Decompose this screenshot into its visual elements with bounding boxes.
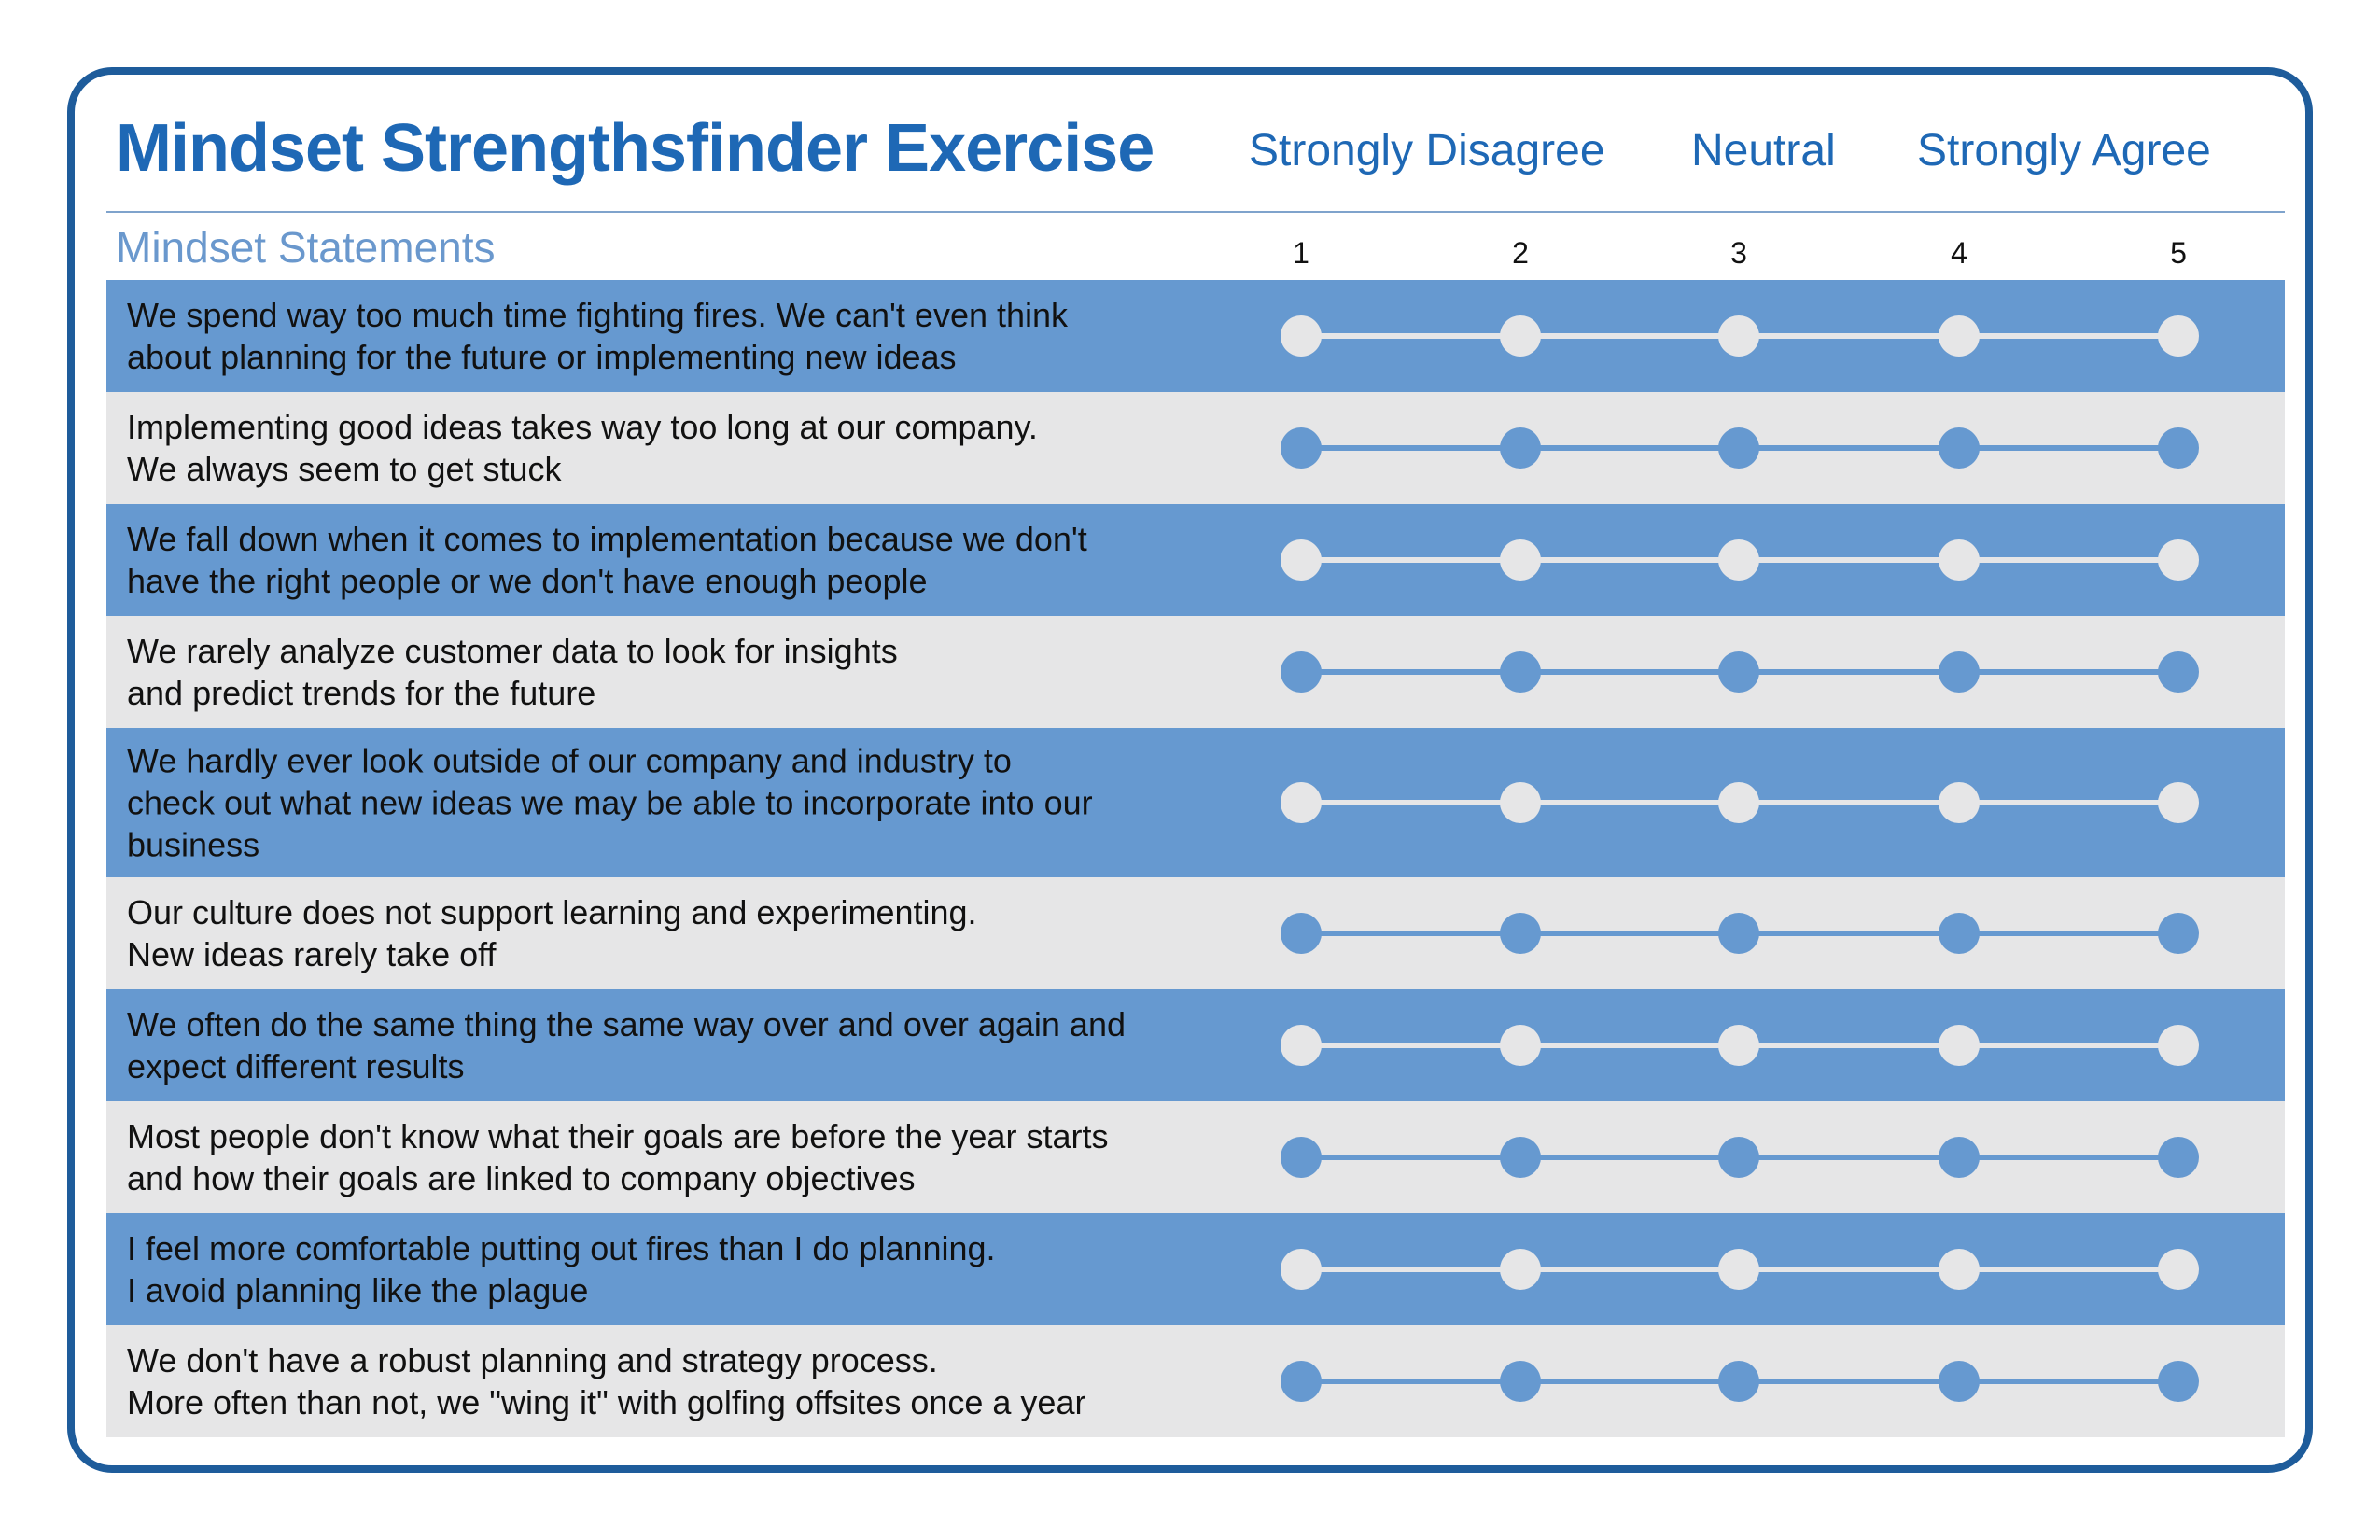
rating-option-5[interactable] [2158,1025,2199,1066]
rating-option-2[interactable] [1500,913,1541,954]
statement-text: Most people don't know what their goals are before the year starts and how their goals are linked to company objectives [127,1117,1109,1197]
rating-option-4[interactable] [1939,539,1980,581]
statement-row [106,1101,2285,1213]
page-title: Mindset Strengthsfinder Exercise [116,111,1155,186]
scale-label-strongly-agree: Strongly Agree [1917,126,2211,175]
rating-option-3[interactable] [1718,1361,1759,1402]
statement-row [106,392,2285,504]
statement-row [106,1213,2285,1325]
rating-option-1[interactable] [1281,1137,1322,1178]
rating-option-3[interactable] [1718,427,1759,469]
statement-list [106,280,2285,1437]
rating-option-1[interactable] [1281,782,1322,823]
statement-text: We hardly ever look outside of our company and industry to check out what new ideas we may be able to incorporate into our business [127,741,1093,864]
rating-option-1[interactable] [1281,1025,1322,1066]
rating-option-5[interactable] [2158,539,2199,581]
rating-option-1[interactable] [1281,539,1322,581]
scale-number-3: 3 [1730,236,1747,270]
rating-option-5[interactable] [2158,1137,2199,1178]
statement-row [106,877,2285,989]
rating-option-4[interactable] [1939,782,1980,823]
rating-option-2[interactable] [1500,427,1541,469]
rating-option-1[interactable] [1281,913,1322,954]
rating-option-5[interactable] [2158,651,2199,693]
scale-number-1: 1 [1293,236,1309,270]
scale-number-2: 2 [1512,236,1529,270]
statement-text: We often do the same thing the same way over and over again and expect different results [127,1005,1126,1085]
rating-option-2[interactable] [1500,1361,1541,1402]
rating-option-2[interactable] [1500,782,1541,823]
rating-option-1[interactable] [1281,427,1322,469]
rating-option-4[interactable] [1939,1361,1980,1402]
statement-text: We spend way too much time fighting fires. We can't even think about planning for the future or implementing new ideas [127,296,1069,376]
rating-option-3[interactable] [1718,1137,1759,1178]
scale-number-5: 5 [2170,236,2187,270]
section-subtitle: Mindset Statements [116,223,496,272]
rating-option-2[interactable] [1500,651,1541,693]
rating-option-5[interactable] [2158,1361,2199,1402]
rating-option-5[interactable] [2158,427,2199,469]
statement-row [106,280,2285,392]
rating-option-3[interactable] [1718,1025,1759,1066]
rating-option-5[interactable] [2158,315,2199,357]
scale-label-neutral: Neutral [1691,126,1836,175]
rating-option-3[interactable] [1718,782,1759,823]
rating-option-4[interactable] [1939,913,1980,954]
rating-option-4[interactable] [1939,427,1980,469]
statement-text: I feel more comfortable putting out fires than I do planning. I avoid planning like the plague [127,1229,996,1309]
rating-option-5[interactable] [2158,913,2199,954]
rating-option-1[interactable] [1281,1361,1322,1402]
rating-option-5[interactable] [2158,1249,2199,1290]
rating-option-3[interactable] [1718,315,1759,357]
statement-text: We don't have a robust planning and strategy process. More often than not, we "wing it" with golfing offsites once a year [127,1341,1086,1421]
scale-number-4: 4 [1951,236,1967,270]
statement-text: We fall down when it comes to implementation because we don't have the right people or we don't have enough people [127,520,1087,600]
rating-option-2[interactable] [1500,1137,1541,1178]
rating-option-4[interactable] [1939,1249,1980,1290]
rating-option-1[interactable] [1281,315,1322,357]
rating-option-1[interactable] [1281,1249,1322,1290]
rating-option-3[interactable] [1718,651,1759,693]
rating-option-5[interactable] [2158,782,2199,823]
rating-option-4[interactable] [1939,1137,1980,1178]
rating-option-2[interactable] [1500,539,1541,581]
rating-option-4[interactable] [1939,315,1980,357]
scale-label-strongly-disagree: Strongly Disagree [1249,126,1605,175]
statement-text: Implementing good ideas takes way too long at our company. We always seem to get stuck [127,408,1038,488]
statement-text: Our culture does not support learning and experimenting. New ideas rarely take off [127,893,977,973]
statement-row [106,504,2285,616]
statement-text: We rarely analyze customer data to look for insights and predict trends for the future [127,632,898,712]
header-divider [106,211,2285,213]
rating-option-3[interactable] [1718,1249,1759,1290]
rating-option-4[interactable] [1939,1025,1980,1066]
statement-row [106,616,2285,728]
rating-option-3[interactable] [1718,913,1759,954]
statement-row [106,728,2285,877]
rating-option-2[interactable] [1500,1025,1541,1066]
rating-option-2[interactable] [1500,1249,1541,1290]
rating-option-1[interactable] [1281,651,1322,693]
statement-row [106,989,2285,1101]
rating-option-4[interactable] [1939,651,1980,693]
statement-row [106,1325,2285,1437]
rating-option-3[interactable] [1718,539,1759,581]
rating-option-2[interactable] [1500,315,1541,357]
